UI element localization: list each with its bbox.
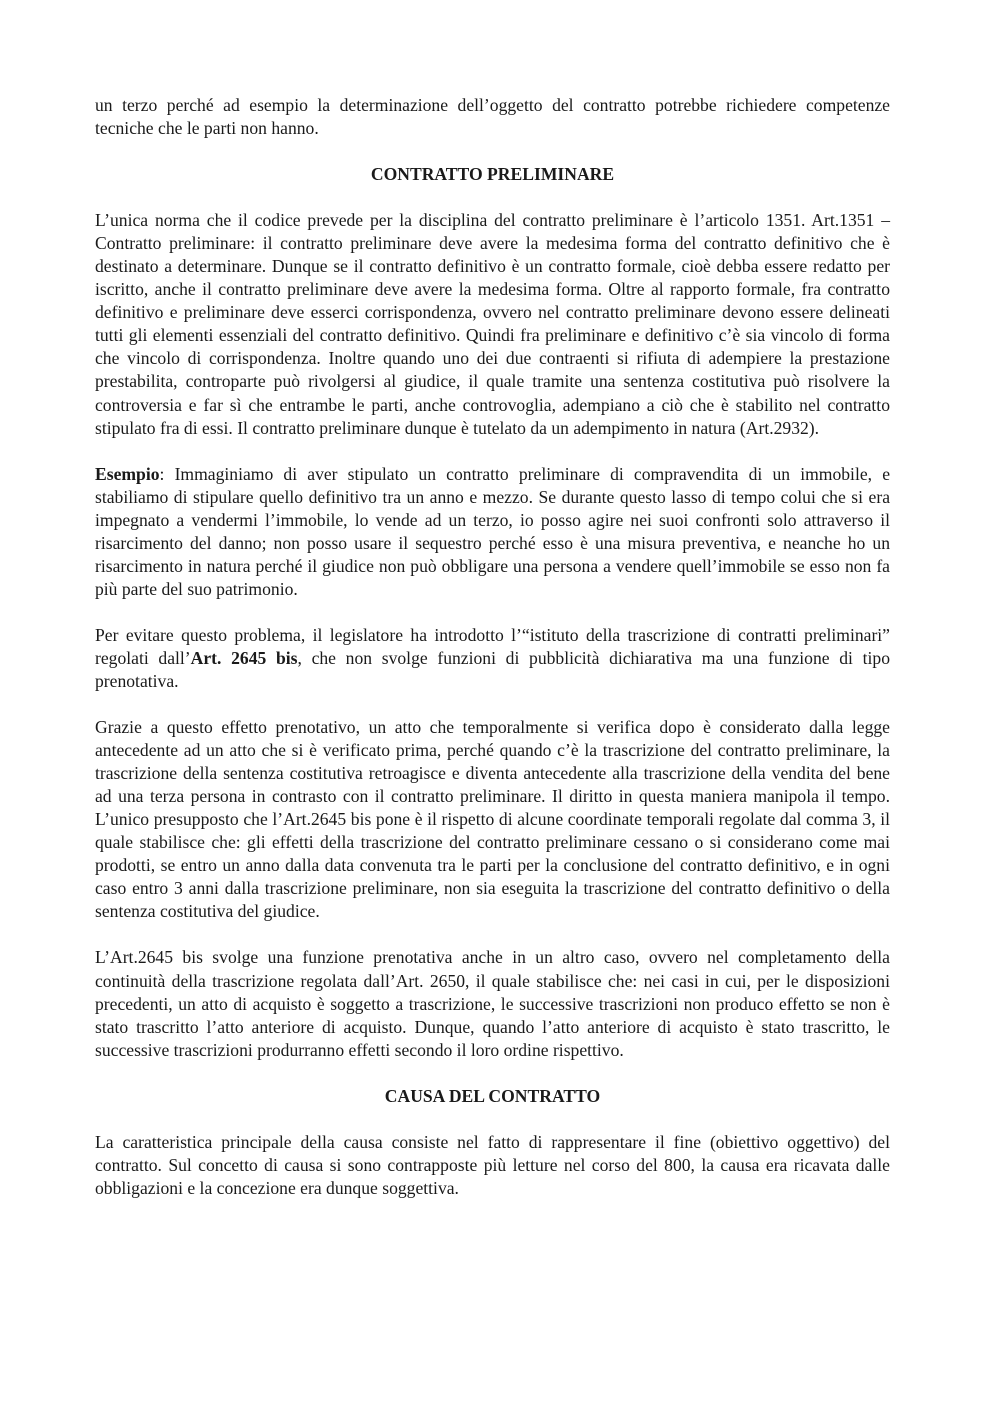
trascrizione-text-before: Per evitare questo problema, il legislatore ha introdotto l’“istituto della trascrizione di contratti preliminari” regolati dall’ xyxy=(95,624,890,668)
example-paragraph xyxy=(95,463,890,601)
document-page xyxy=(95,94,890,1200)
paragraph-art-1351: L’unica norma che il codice prevede per la disciplina del contratto preliminare è l’articolo 1351. Art.1351 – Contratto preliminare: il contratto preliminare deve avere la medesima forma del contratto definitivo che è destinato a determinare. Dunque se il contratto definitivo è un contratto formale, cioè debba essere redatto per iscritto, anche il contratto preliminare deve avere la medesima forma. Oltre al rapporto formale, fra contratto definitivo e preliminare deve esserci corrispondenza, ovvero nel contratto preliminare devono essere delineati tutti gli elementi essenziali del contratto definitivo. Quindi fra preliminare e definitivo c’è sia vincolo di forma che vincolo di corrispondenza. Inoltre quando uno dei due contraenti si rifiuta di adempiere la prestazione prestabilita, controparte può rivolgersi al giudice, il quale tramite una sentenza costitutiva può risolvere la controversia e far sì che entrambe le parti, anche controvoglia, adempiano a ciò che è stabilito nel contratto stipulato fra di essi. Il contratto preliminare dunque è tutelato da un adempimento in natura (Art.2932). xyxy=(95,210,890,438)
example-text: : Immaginiamo di aver stipulato un contratto preliminare di compravendita di un immobile, e stabiliamo di stipulare quello definitivo tra un anno e mezzo. Se durante questo lasso di tempo colui che si era impegnato a vendermi l’immobile, lo vende ad un terzo, io posso agire nei suoi confronti solo attraverso il risarcimento del danno; non posso usare il sequestro perché esso è una misura preventiva, e neanche ho un risarcimento in natura perché il giudice non può obbligare una persona a vendere quell’immobile se esso non fa più parte del suo patrimonio. xyxy=(95,463,890,599)
paragraph-art-2650: L’Art.2645 bis svolge una funzione prenotativa anche in un altro caso, ovvero nel completamento della continuità della trascrizione regolata dall’Art. 2650, il quale stabilisce che: nei casi in cui, per le disposizioni precedenti, un atto di acquisto è soggetto a trascrizione, le successive trascrizioni non produco effetto se non è stato trascritto l’atto anteriore di acquisto. Dunque, quando l’atto anteriore di acquisto è stato trascritto, le successive trascrizioni produrranno effetti secondo il loro ordine rispettivo. xyxy=(95,947,890,1060)
paragraph-trascrizione xyxy=(95,624,890,693)
example-label: Esempio xyxy=(95,463,160,484)
intro-paragraph: un terzo perché ad esempio la determinazione dell’oggetto del contratto potrebbe richiedere competenze tecniche che le parti non hanno. xyxy=(95,95,890,139)
heading-contratto-preliminare: CONTRATTO PRELIMINARE xyxy=(370,164,615,185)
art-2645-bis-reference: Art. 2645 bis xyxy=(190,647,298,668)
heading-causa-del-contratto: CAUSA DEL CONTRATTO xyxy=(384,1085,601,1106)
paragraph-effetto-prenotativo: Grazie a questo effetto prenotativo, un atto che temporalmente si verifica dopo è considerato dalla legge antecedente ad un atto che si è verificato prima, perché quando c’è la trascrizione del contratto preliminare, la trascrizione della sentenza costitutiva retroagisce e diventa antecedente alla trascrizione della vendita del bene ad una terza persona in contrasto con il contratto preliminare. Il diritto in questa maniera manipola il tempo. L’unico presupposto che l’Art.2645 bis pone è il rispetto di alcune coordinate temporali regolate dal comma 3, il quale stabilisce che: gli effetti della trascrizione del contratto preliminare cessano o si considerano come mai prodotti, se entro un anno dalla data convenuta tra le parti per la conclusione del contratto definitivo, e in ogni caso entro 3 anni dalla trascrizione preliminare, non sia eseguita la trascrizione del contratto definitivo o della sentenza costitutiva del giudice. xyxy=(95,717,890,922)
paragraph-causa: La caratteristica principale della causa consiste nel fatto di rappresentare il fine (obiettivo oggettivo) del contratto. Sul concetto di causa si sono contrapposte più letture nel corso del 800, la causa era ricavata dalle obbligazioni e la concezione era dunque soggettiva. xyxy=(95,1131,890,1198)
trascrizione-text-after: , che non svolge funzioni di pubblicità dichiarativa ma una funzione di tipo prenotativa. xyxy=(95,647,890,691)
